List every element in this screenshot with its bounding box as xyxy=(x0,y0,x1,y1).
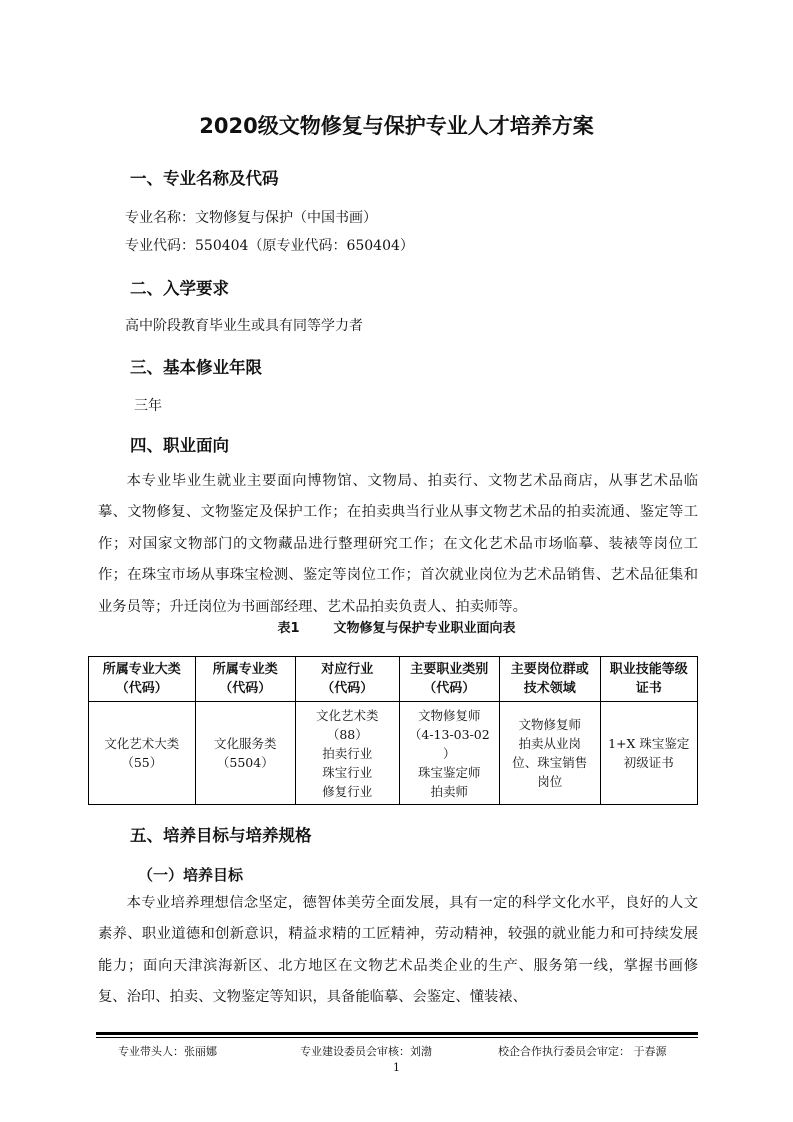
career-orientation-paragraph: 本专业毕业生就业主要面向博物馆、文物局、拍卖行、文物艺术品商店，从事艺术品临摹、文物修复、文物鉴定及保护工作；在拍卖典当行业从事文物艺术品的拍卖流通、鉴定等工作；对国家文物部门的文物藏品进行整理研究工作；在文化艺术品市场临摹、装裱等岗位工作；在珠宝市场从事珠宝检测、鉴定等岗位工作；首次就业岗位为艺术品销售、艺术品征集和业务员等；升迁岗位为书画部经理、艺术品拍卖负责人、拍卖师等。 xyxy=(98,473,698,615)
footer-rule-thin xyxy=(96,1037,698,1038)
subsection-training-goal: （一）培养目标 xyxy=(138,866,244,884)
cell-occupation: 文物修复师 （4-13-03-02 ） 珠宝鉴定师 拍卖师 xyxy=(399,702,499,805)
section-4-heading: 四、职业面向 xyxy=(130,436,229,455)
section-1-heading: 一、专业名称及代码 xyxy=(130,169,279,188)
section-5-heading: 五、培养目标与培养规格 xyxy=(130,826,312,845)
header-major-category: 所属专业大类 （代码） xyxy=(89,657,196,702)
header-occupation: 主要职业类别 （代码） xyxy=(399,657,499,702)
section-2-heading: 二、入学要求 xyxy=(130,279,229,298)
cell-industry: 文化艺术类 （88） 拍卖行业 珠宝行业 修复行业 xyxy=(296,702,400,805)
document-title: 2020级文物修复与保护专业人才培养方案 xyxy=(199,114,594,138)
training-goal-paragraph: 本专业培养理想信念坚定，德智体美劳全面发展，具有一定的科学文化水平，良好的人文素养、职业道德和创新意识，精益求精的工匠精神，劳动精神，较强的就业能力和可持续发展能力；面向天津滨海新区、北方地区在文物艺术品类企业的生产、服务第一线，掌握书画修复、治印、拍卖、文物鉴定等知识，具备能临摹、会鉴定、懂装裱、 xyxy=(98,895,698,1006)
cell-certificate: 1+X 珠宝鉴定 初级证书 xyxy=(600,702,697,805)
table-caption xyxy=(0,617,793,636)
section-3-heading: 三、基本修业年限 xyxy=(130,358,262,377)
admission-requirement: 高中阶段教育毕业生或具有同等学力者 xyxy=(125,318,363,334)
header-certificate: 职业技能等级 证书 xyxy=(600,657,697,702)
footer-school-approval: 校企合作执行委员会审定： 于春源 xyxy=(498,1045,667,1058)
table-caption-title: 文物修复与保护专业职业面向表 xyxy=(333,621,516,636)
cell-major-class: 文化服务类 （5504） xyxy=(195,702,295,805)
cell-positions: 文物修复师 拍卖从业岗 位、珠宝销售 岗位 xyxy=(500,702,600,805)
career-orientation-table xyxy=(88,656,698,805)
major-code: 专业代码：550404（原专业代码：650404） xyxy=(125,238,414,254)
page-number: 1 xyxy=(393,1061,400,1074)
study-duration: 三年 xyxy=(134,398,162,414)
header-positions: 主要岗位群或 技术领域 xyxy=(500,657,600,702)
header-industry: 对应行业 （代码） xyxy=(296,657,400,702)
table-header-row xyxy=(89,657,698,702)
table-row xyxy=(89,702,698,805)
table-caption-number: 表1 xyxy=(277,621,300,636)
major-name: 专业名称：文物修复与保护（中国书画） xyxy=(125,210,377,226)
footer-major-leader: 专业带头人：张丽娜 xyxy=(118,1045,217,1058)
cell-major-category: 文化艺术大类 （55） xyxy=(89,702,196,805)
footer-committee-review: 专业建设委员会审核：刘渤 xyxy=(300,1045,432,1058)
header-major-class: 所属专业类 （代码） xyxy=(195,657,295,702)
footer-rule-thick xyxy=(96,1032,698,1035)
